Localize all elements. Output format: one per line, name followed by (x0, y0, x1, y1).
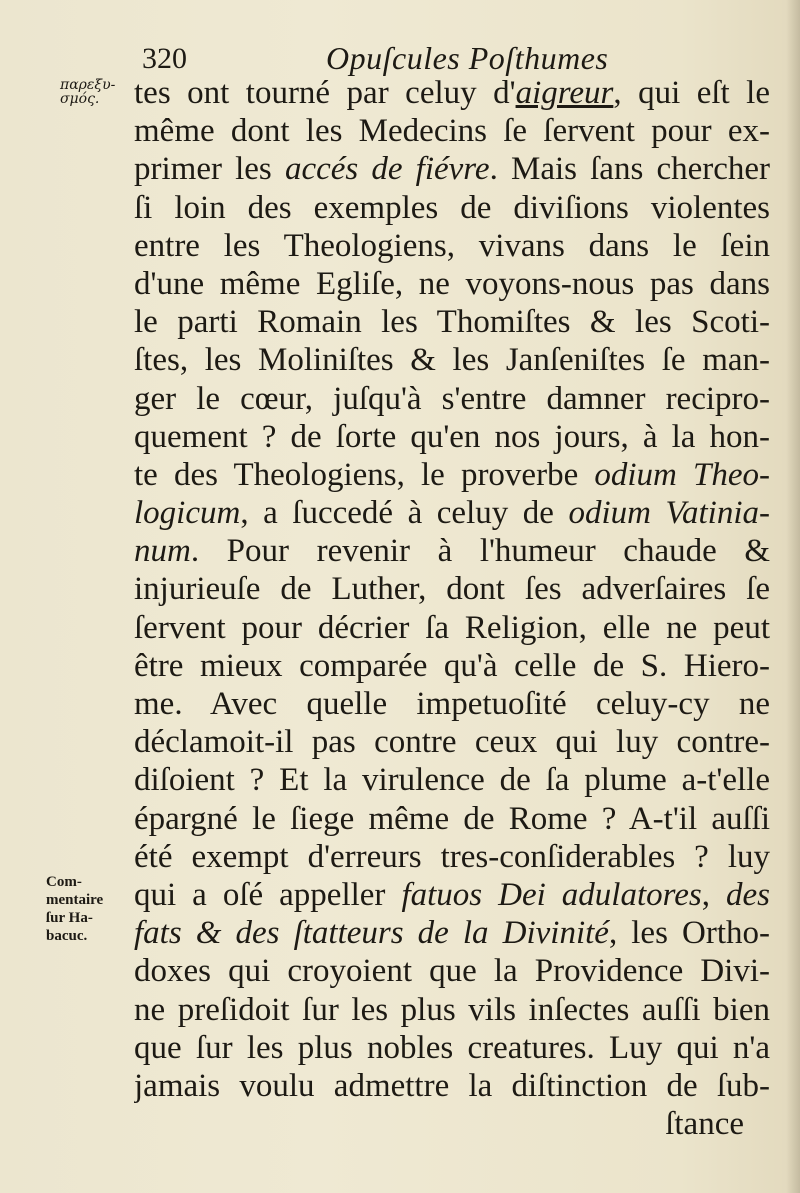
text-line: ger le cœur, juſqu'à s'entre damner recipro- (134, 380, 770, 417)
text-line: tes ont tourné par celuy d'aigreur, qui eſt le (134, 75, 770, 111)
text-line: ne preſidoit ſur les plus vils inſectes auſſi bien (134, 991, 770, 1028)
page-edge-shadow (786, 0, 800, 1193)
text-line: être mieux comparée qu'à celle de S. Hiero- (134, 647, 770, 684)
text-line: quement ? de ſorte qu'en nos jours, à la hon- (134, 418, 770, 455)
text-line: que ſur les plus nobles creatures. Luy qui n'a (134, 1029, 770, 1066)
text-line: été exempt d'erreurs tres-conſiderables ? luy (134, 838, 770, 875)
side-note-line: bacuc. (46, 928, 88, 944)
page-number: 320 (142, 42, 187, 75)
catchword: ſtance (665, 1106, 744, 1143)
text-line: injurieuſe de Luther, dont ſes adverſaires ſe (134, 571, 770, 608)
text-line: ſi loin des exemples de diviſions violentes (134, 189, 770, 226)
side-note-line: Com- (46, 874, 82, 890)
text-line: même dont les Medecins ſe ſervent pour ex- (134, 113, 770, 150)
text-line: d'une même Egliſe, ne voyons-nous pas dans (134, 265, 770, 302)
margin-side-note (46, 873, 132, 945)
text-line: me. Avec quelle impetuoſité celuy-cy ne (134, 686, 770, 722)
text-line: jamais voulu admettre la diſtinction de ſub- (134, 1067, 770, 1104)
running-head: Opuſcules Poſthumes (326, 40, 609, 76)
text-line: logicum, a ſuccedé à celuy de odium Vatinia- (134, 495, 770, 532)
text-line: déclamoit-il pas contre ceux qui luy contre- (134, 724, 770, 761)
side-note-line: ſur Ha- (46, 910, 93, 926)
text-line: le parti Romain les Thomiſtes & les Scoti- (134, 304, 770, 341)
greek-note-text: παρεξυ- σμός. (60, 77, 116, 107)
text-line: ſtes, les Moliniſtes & les Janſeniſtes ſe man- (134, 342, 770, 379)
body-text (134, 74, 770, 1143)
text-line: qui a oſé appeller fatuos Dei adulatores, des (134, 876, 770, 913)
text-line: ſervent pour décrier ſa Religion, elle ne peut (134, 609, 770, 646)
text-line: fats & des ſtatteurs de la Divinité, les Ortho- (134, 915, 770, 952)
side-note-line: mentaire (46, 892, 104, 908)
text-line: doxes qui croyoient que la Providence Divi- (134, 953, 770, 990)
text-line: épargné le ſiege même de Rome ? A-t'il auſſi (134, 800, 770, 837)
margin-greek-note (60, 78, 134, 106)
text-line: entre les Theologiens, vivans dans le ſein (134, 227, 770, 264)
text-line: num. Pour revenir à l'humeur chaude & (134, 533, 770, 570)
text-line: diſoient ? Et la virulence de ſa plume a-t'elle (134, 762, 770, 799)
text-line: te des Theologiens, le proverbe odium Theo- (134, 456, 770, 493)
text-line: primer les accés de fiévre. Mais ſans chercher (134, 151, 770, 188)
